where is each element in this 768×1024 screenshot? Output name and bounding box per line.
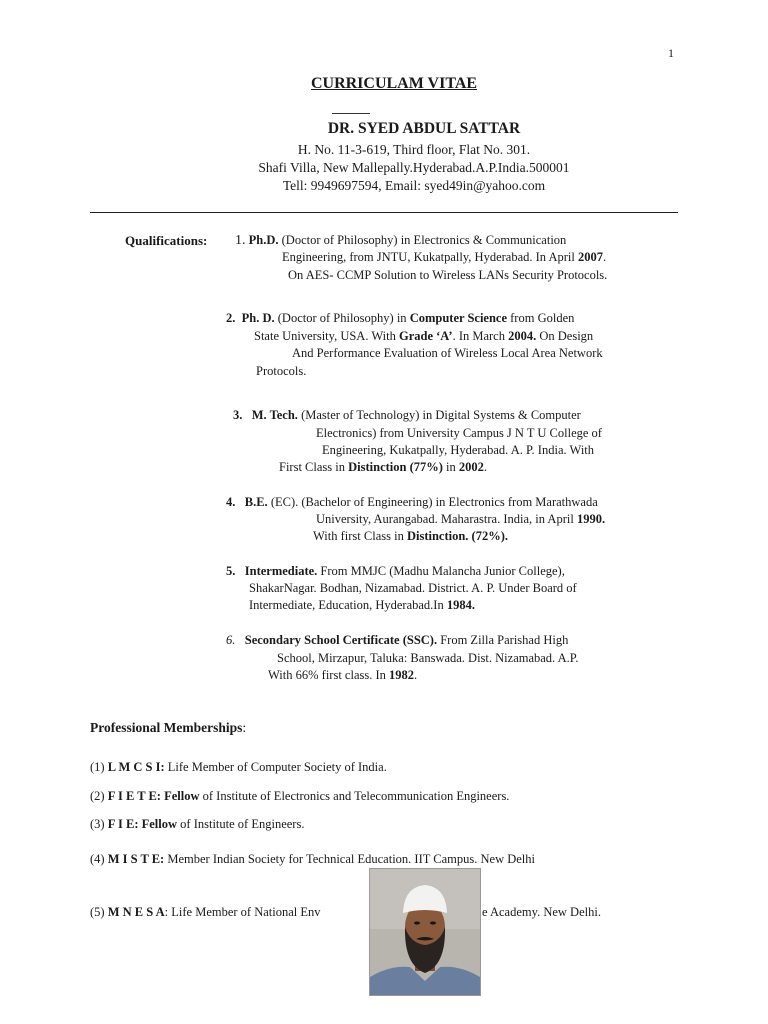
membership-item-4	[90, 852, 535, 867]
qualification-6-line-3	[268, 668, 417, 683]
qualification-6-year: 1982	[389, 668, 415, 682]
qualification-1-year: 2007	[578, 250, 603, 264]
qualification-4-text: (EC). (Bachelor of Engineering) in Electronics from Marathwada	[267, 495, 598, 509]
punctuation: :	[242, 720, 247, 735]
qualification-3-degree: M. Tech.	[251, 408, 298, 422]
membership-abbr: M N E S A	[107, 905, 165, 919]
qualification-2-text: On Design	[536, 329, 594, 343]
qualification-5-line-3	[249, 598, 475, 613]
qualification-2-year: 2004.	[508, 329, 537, 343]
qualification-5-year: 1984.	[446, 598, 475, 612]
punctuation: .	[603, 250, 607, 264]
qualification-4-line-1	[226, 495, 598, 510]
membership-number: (1)	[90, 760, 108, 774]
membership-item-2	[90, 789, 509, 804]
punctuation: .	[483, 460, 488, 474]
membership-grade: Fellow	[138, 817, 178, 831]
candidate-name: DR. SYED ABDUL SATTAR	[327, 120, 521, 137]
qualification-4-line-2	[316, 512, 605, 527]
membership-text: : Life Member of National Env	[164, 905, 321, 919]
page-number: 1	[668, 46, 674, 60]
qualification-3-text: in	[442, 460, 459, 474]
punctuation: .	[414, 668, 418, 682]
membership-abbr: M I S T E:	[107, 852, 165, 866]
qualification-2-line-4: Protocols.	[256, 364, 307, 378]
membership-number: (5)	[90, 905, 108, 919]
membership-number: (2)	[90, 789, 108, 803]
qualification-5-text: Intermediate, Education, Hyderabad.In	[249, 598, 447, 612]
qualification-4-text: With first Class in	[313, 529, 407, 543]
qualification-3-distinction: Distinction (77%)	[348, 460, 443, 474]
membership-abbr: L M C S I:	[107, 760, 165, 774]
qualification-4-number: 4.	[226, 495, 236, 509]
qualification-2-line-1	[226, 311, 574, 326]
qualification-3-line-4	[279, 460, 487, 475]
qualification-6-line-1	[226, 633, 568, 648]
qualification-5-line-1	[226, 564, 565, 579]
document-title: CURRICULAM VITAE	[310, 75, 478, 92]
qualifications-label: Qualifications:	[125, 233, 208, 248]
qualification-4-year: 1990.	[576, 512, 606, 526]
qualification-5-number: 5.	[226, 564, 236, 578]
membership-text: of Institute of Engineers.	[177, 817, 305, 831]
qualification-1-text: (Doctor of Philosophy) in Electronics & Communication	[278, 233, 567, 247]
memberships-heading	[90, 720, 246, 736]
qualification-4-line-3	[313, 529, 508, 544]
qualification-2-line-2	[254, 329, 593, 344]
qualification-2-text: from Golden	[507, 311, 575, 325]
qualification-3-number: 3.	[233, 408, 243, 422]
qualification-1-line-1	[235, 233, 566, 249]
qualification-6-number: 6.	[226, 633, 236, 647]
qualification-1-line-3: On AES- CCMP Solution to Wireless LANs Security Protocols.	[288, 268, 608, 282]
membership-abbr: F I E T E:	[107, 789, 161, 803]
membership-item-3	[90, 817, 304, 832]
membership-abbr: F I E:	[107, 817, 139, 831]
qualification-3-line-1	[233, 408, 581, 423]
qualification-4-distinction: Distinction. (72%).	[406, 529, 508, 543]
qualification-1-line-2	[282, 250, 606, 265]
portrait-icon	[370, 869, 480, 995]
title-underline-divider	[332, 113, 370, 114]
qualification-1-number: 1.	[235, 233, 246, 248]
qualification-3-line-2: Electronics) from University Campus J N T U College of	[316, 426, 602, 440]
qualification-3-text: (Master of Technology) in Digital Systems & Computer	[297, 408, 581, 422]
membership-text: Member Indian Society for Technical Education. IIT Campus. New Delhi	[164, 852, 536, 866]
membership-item-1	[90, 760, 387, 775]
qualification-2-subject: Computer Science	[409, 311, 508, 325]
portrait-photo	[369, 868, 481, 996]
qualification-4-text: University, Aurangabad. Maharastra. India, in April	[316, 512, 577, 526]
qualification-5-text: From MMJC (Madhu Malancha Junior College),	[317, 564, 565, 578]
qualification-2-degree: Ph. D.	[241, 311, 275, 325]
contact-line: Tell: 9949697594, Email: syed49in@yahoo.com	[282, 178, 546, 193]
membership-text: Life Member of Computer Society of India.	[164, 760, 387, 774]
qualification-2-text: State University, USA. With	[254, 329, 399, 343]
qualification-2-text: (Doctor of Philosophy) in	[274, 311, 410, 325]
qualification-1-text: Engineering, from JNTU, Kukatpally, Hyderabad. In April	[282, 250, 578, 264]
qualification-6-line-2: School, Mirzapur, Taluka: Banswada. Dist. Nizamabad. A.P.	[277, 651, 579, 665]
qualification-4-degree: B.E.	[244, 495, 268, 509]
membership-number: (4)	[90, 852, 108, 866]
header-divider	[90, 212, 678, 213]
qualification-6-text: From Zilla Parishad High	[437, 633, 569, 647]
qualification-2-number: 2.	[226, 311, 236, 325]
membership-item-5	[90, 905, 321, 920]
qualification-2-line-3: And Performance Evaluation of Wireless Local Area Network	[292, 346, 603, 360]
qualification-3-year: 2002	[458, 460, 484, 474]
membership-grade: Fellow	[160, 789, 200, 803]
qualification-2-text: . In March	[452, 329, 509, 343]
membership-text: of Institute of Electronics and Telecommunication Engineers.	[199, 789, 510, 803]
qualification-6-text: With 66% first class. In	[268, 668, 390, 682]
membership-number: (3)	[90, 817, 108, 831]
qualification-5-degree: Intermediate.	[244, 564, 318, 578]
membership-item-5-tail: e Academy. New Delhi.	[482, 905, 601, 919]
address-line-2: Shafi Villa, New Mallepally.Hyderabad.A.P.India.500001	[258, 160, 570, 175]
qualification-3-line-3: Engineering, Kukatpally, Hyderabad. A. P. India. With	[322, 443, 595, 457]
qualification-2-grade: Grade ‘A’	[398, 329, 453, 343]
qualification-5-line-2: ShakarNagar. Bodhan, Nizamabad. District. A. P. Under Board of	[249, 581, 577, 595]
memberships-heading-text: Professional Memberships	[90, 720, 243, 735]
address-line-1: H. No. 11-3-619, Third floor, Flat No. 301.	[297, 142, 531, 157]
qualification-1-degree: Ph.D.	[248, 233, 279, 247]
qualification-6-degree: Secondary School Certificate (SSC).	[244, 633, 438, 647]
qualification-3-text: First Class in	[279, 460, 349, 474]
